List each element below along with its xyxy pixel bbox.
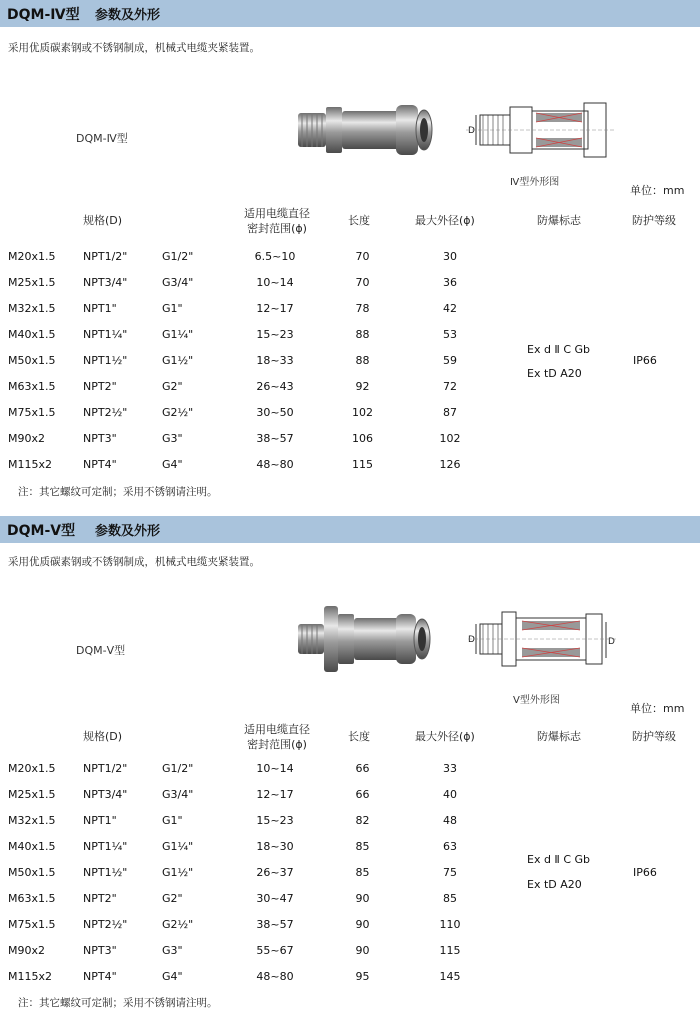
cell-length: 85	[355, 866, 370, 879]
cell-range: 26~37	[256, 866, 294, 879]
table-row	[0, 892, 700, 918]
cell-g: G1"	[162, 814, 183, 827]
cell-metric: M63x1.5	[8, 892, 56, 905]
cell-range: 55~67	[256, 944, 294, 957]
cell-metric: M25x1.5	[8, 276, 56, 289]
table-row	[0, 840, 700, 866]
cell-metric: M63x1.5	[8, 380, 56, 393]
header-length: 长度	[348, 214, 370, 227]
cell-metric: M40x1.5	[8, 328, 56, 341]
table-row	[0, 276, 700, 302]
photo-label: DQM-Ⅴ型	[76, 644, 126, 657]
cell-g: G4"	[162, 970, 183, 983]
cell-range: 48~80	[256, 970, 294, 983]
table-row	[0, 814, 700, 840]
cell-npt: NPT1"	[83, 302, 117, 315]
cell-od: 36	[443, 276, 457, 289]
cell-g: G1¼"	[162, 840, 194, 853]
cell-length: 88	[355, 328, 370, 341]
cell-od: 87	[443, 406, 457, 419]
section-header	[0, 0, 700, 27]
cell-range: 48~80	[256, 458, 294, 471]
cell-length: 82	[355, 814, 370, 827]
table-row	[0, 380, 700, 406]
cell-npt: NPT1¼"	[83, 328, 128, 341]
photo-label: DQM-Ⅳ型	[76, 132, 128, 145]
table-row	[0, 866, 700, 892]
cell-od: 115	[439, 944, 461, 957]
table-row	[0, 250, 700, 276]
cell-od: 85	[443, 892, 457, 905]
cell-npt: NPT1/2"	[83, 250, 128, 263]
dimension-label: D	[468, 126, 475, 136]
cell-metric: M20x1.5	[8, 762, 56, 775]
cell-length: 102	[352, 406, 373, 419]
table-row	[0, 944, 700, 970]
cell-g: G3"	[162, 944, 183, 957]
cell-npt: NPT3"	[83, 432, 117, 445]
cell-g: G1"	[162, 302, 183, 315]
header-spec: 规格(D)	[83, 214, 123, 227]
table-row	[0, 762, 700, 788]
cell-g: G1/2"	[162, 762, 194, 775]
explosion-rating-2: Ex tD A20	[527, 367, 582, 380]
cell-length: 88	[355, 354, 370, 367]
cell-od: 145	[439, 970, 461, 983]
intro-text: 采用优质碳素钢或不锈钢制成，机械式电缆夹紧装置。	[8, 42, 260, 54]
cell-range: 10~14	[256, 762, 294, 775]
section-header	[0, 516, 700, 543]
unit-label: 单位：mm	[630, 702, 685, 715]
cell-length: 90	[355, 892, 370, 905]
cell-metric: M20x1.5	[8, 250, 56, 263]
header-range	[232, 206, 322, 236]
cell-length: 78	[355, 302, 370, 315]
header-protection: 防护等级	[632, 214, 676, 227]
cell-g: G2"	[162, 892, 183, 905]
cell-range: 38~57	[256, 432, 294, 445]
table-row	[0, 354, 700, 380]
cell-range: 15~23	[256, 328, 294, 341]
cell-range: 6.5~10	[254, 250, 296, 263]
protection-rating: IP66	[633, 354, 657, 367]
cell-npt: NPT3"	[83, 944, 117, 957]
cell-g: G1¼"	[162, 328, 194, 341]
explosion-rating-1: Ex d Ⅱ C Gb	[527, 853, 591, 866]
cell-metric: M50x1.5	[8, 866, 56, 879]
cell-g: G3/4"	[162, 788, 194, 801]
cell-od: 53	[443, 328, 457, 341]
cell-range: 12~17	[256, 788, 294, 801]
cell-length: 66	[355, 762, 370, 775]
outline-drawing	[466, 93, 616, 168]
cell-metric: M115x2	[8, 458, 52, 471]
cell-range: 26~43	[256, 380, 294, 393]
dimension-label: D	[468, 635, 475, 645]
footnote: 注：其它螺纹可定制；采用不锈钢请注明。	[18, 997, 218, 1009]
cell-npt: NPT2"	[83, 380, 117, 393]
table-row	[0, 328, 700, 354]
cell-range: 12~17	[256, 302, 294, 315]
cell-g: G1½"	[162, 866, 194, 879]
cell-npt: NPT4"	[83, 458, 117, 471]
header-range	[232, 722, 322, 752]
cell-length: 115	[352, 458, 373, 471]
product-photo	[296, 600, 436, 675]
cell-metric: M40x1.5	[8, 840, 56, 853]
cell-metric: M75x1.5	[8, 918, 56, 931]
cell-npt: NPT2½"	[83, 406, 128, 419]
product-photo	[296, 95, 436, 165]
cell-length: 106	[352, 432, 373, 445]
footnote: 注：其它螺纹可定制；采用不锈钢请注明。	[18, 486, 218, 498]
header-spec: 规格(D)	[83, 730, 123, 743]
cell-length: 85	[355, 840, 370, 853]
header-range-line2: 密封范围(ϕ)	[247, 222, 307, 235]
cell-g: G4"	[162, 458, 183, 471]
cell-od: 40	[443, 788, 457, 801]
cell-metric: M90x2	[8, 944, 45, 957]
cell-g: G2"	[162, 380, 183, 393]
cell-npt: NPT1/2"	[83, 762, 128, 775]
cell-npt: NPT3/4"	[83, 276, 128, 289]
cell-metric: M115x2	[8, 970, 52, 983]
cell-g: G3/4"	[162, 276, 194, 289]
dimension-label-right: D	[608, 637, 615, 647]
explosion-rating-1: Ex d Ⅱ C Gb	[527, 343, 591, 356]
cell-range: 18~30	[256, 840, 294, 853]
model-title: DQM-Ⅳ型	[7, 7, 80, 23]
table-row	[0, 458, 700, 484]
cell-npt: NPT4"	[83, 970, 117, 983]
cell-od: 33	[443, 762, 457, 775]
unit-label: 单位：mm	[630, 184, 685, 197]
header-explosion: 防爆标志	[537, 730, 581, 743]
cell-g: G2½"	[162, 406, 194, 419]
table-row	[0, 788, 700, 814]
table-row	[0, 432, 700, 458]
header-range-line1: 适用电缆直径	[244, 207, 310, 220]
header-explosion: 防爆标志	[537, 214, 581, 227]
cell-od: 126	[439, 458, 461, 471]
cell-range: 18~33	[256, 354, 294, 367]
cell-g: G1/2"	[162, 250, 194, 263]
drawing-caption: Ⅴ型外形图	[513, 695, 560, 706]
cell-length: 70	[355, 250, 370, 263]
cell-od: 75	[443, 866, 457, 879]
table-row	[0, 970, 700, 996]
cell-metric: M32x1.5	[8, 814, 56, 827]
header-range-line1: 适用电缆直径	[244, 723, 310, 736]
header-length: 长度	[348, 730, 370, 743]
section-title: 参数及外形	[95, 8, 161, 23]
section-title: 参数及外形	[95, 524, 161, 539]
cell-npt: NPT1½"	[83, 354, 128, 367]
cell-npt: NPT1"	[83, 814, 117, 827]
cell-length: 90	[355, 918, 370, 931]
header-od: 最大外径(ϕ)	[415, 730, 475, 743]
cell-range: 30~47	[256, 892, 294, 905]
cell-range: 30~50	[256, 406, 294, 419]
table-row	[0, 302, 700, 328]
header-protection: 防护等级	[632, 730, 676, 743]
cell-metric: M75x1.5	[8, 406, 56, 419]
table-row	[0, 918, 700, 944]
cell-length: 92	[355, 380, 370, 393]
cell-g: G2½"	[162, 918, 194, 931]
drawing-caption: Ⅳ型外形图	[510, 177, 560, 188]
cell-range: 38~57	[256, 918, 294, 931]
outline-drawing	[468, 602, 618, 677]
cell-od: 102	[439, 432, 461, 445]
cell-metric: M50x1.5	[8, 354, 56, 367]
header-od: 最大外径(ϕ)	[415, 214, 475, 227]
cell-g: G3"	[162, 432, 183, 445]
cell-metric: M32x1.5	[8, 302, 56, 315]
cell-od: 59	[443, 354, 457, 367]
cell-metric: M90x2	[8, 432, 45, 445]
cell-npt: NPT3/4"	[83, 788, 128, 801]
intro-text: 采用优质碳素钢或不锈钢制成，机械式电缆夹紧装置。	[8, 556, 260, 568]
cell-npt: NPT1¼"	[83, 840, 128, 853]
header-range-line2: 密封范围(ϕ)	[247, 738, 307, 751]
cell-metric: M25x1.5	[8, 788, 56, 801]
cell-npt: NPT2½"	[83, 918, 128, 931]
cell-npt: NPT2"	[83, 892, 117, 905]
cell-od: 63	[443, 840, 457, 853]
cell-npt: NPT1½"	[83, 866, 128, 879]
protection-rating: IP66	[633, 866, 657, 879]
cell-od: 42	[443, 302, 457, 315]
cell-od: 48	[443, 814, 457, 827]
cell-range: 10~14	[256, 276, 294, 289]
cell-od: 110	[439, 918, 461, 931]
cell-length: 66	[355, 788, 370, 801]
cell-length: 95	[355, 970, 370, 983]
explosion-rating-2: Ex tD A20	[527, 878, 582, 891]
cell-od: 72	[443, 380, 457, 393]
model-title: DQM-Ⅴ型	[7, 523, 76, 539]
cell-length: 70	[355, 276, 370, 289]
cell-length: 90	[355, 944, 370, 957]
cell-od: 30	[443, 250, 457, 263]
cell-g: G1½"	[162, 354, 194, 367]
table-row	[0, 406, 700, 432]
cell-range: 15~23	[256, 814, 294, 827]
